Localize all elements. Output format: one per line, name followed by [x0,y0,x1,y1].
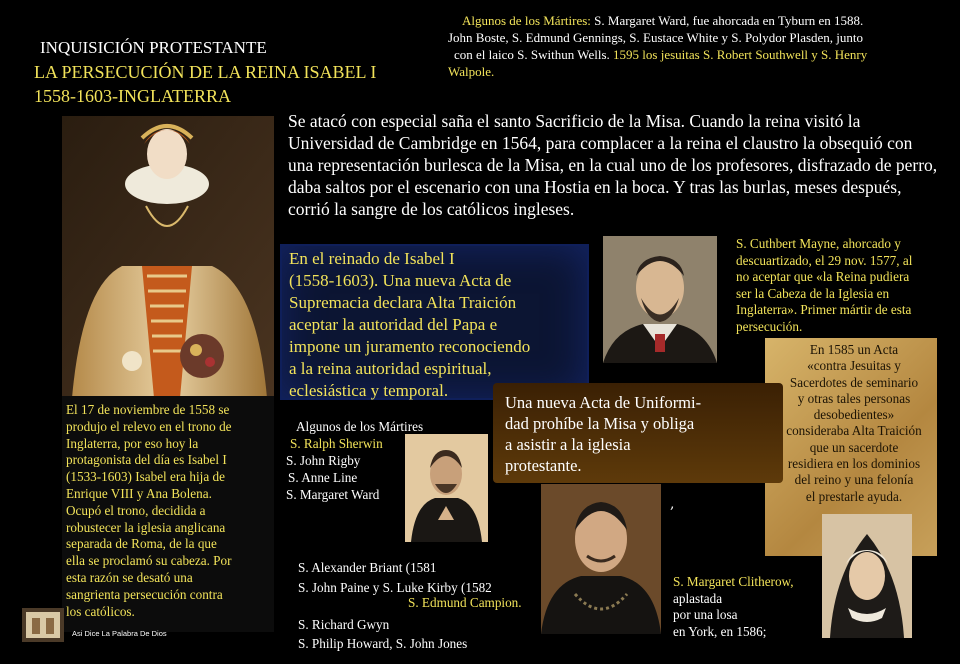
bio-line: robustecer la iglesia anglicana [66,519,226,535]
act-line: el prestarle ayuda. [805,488,903,504]
uniformity-line: Una nueva Acta de Uniformi- [505,393,702,412]
mayne-line: descuartizado, el 29 nov. 1577, al [736,252,913,268]
martyr-name: S. Margaret Ward [286,487,380,502]
mid-martyrs-label: Algunos de los Mártires [296,419,424,434]
stray-comma: , [670,496,675,512]
reign-line: eclesiástica y temporal. [289,381,449,400]
margaret-clitherow-caption [673,574,823,640]
act-line: «contra Jesuitas y [807,358,901,374]
page-subtitle [34,60,376,108]
act-line: del reino y una felonía [794,472,914,488]
mid-martyrs-list [286,418,424,503]
elizabeth-biography [66,402,272,620]
subtitle-line-2: 1558-1603-INGLATERRA [34,86,231,106]
top-martyrs-paragraph [440,12,945,80]
reign-line: aceptar la autoridad del Papa e [289,315,498,334]
act-line: desobedientes» [813,407,895,423]
page-title: INQUISICIÓN PROTESTANTE [40,38,267,57]
margaret-clitherow-portrait [822,514,912,638]
top-martyrs-line3b: 1595 los jesuitas S. Robert Southwell y S. Henry [613,47,868,62]
bio-line: separada de Roma, de la que [66,536,217,552]
subtitle-line-1: LA PERSECUCIÓN DE LA REINA ISABEL I [34,62,377,82]
mayne-line: S. Cuthbert Mayne, ahorcado y [736,236,901,251]
bio-line: ella se proclamó su cabeza. Por [66,553,232,569]
act-line: residiera en los dominios [787,456,921,472]
cuthbert-mayne-caption [736,236,951,335]
clitherow-line: aplastada [673,590,723,606]
reign-line: (1558-1603). Una nueva Acta de [289,271,512,290]
bio-line: los católicos. [66,603,135,619]
clitherow-line: en York, en 1586; [673,623,767,639]
martyr-name: S. John Paine y S. Luke Kirby (1582 [298,579,492,595]
martyr-name: S. Ralph Sherwin [290,436,383,451]
bio-line: sangrienta persecución contra [66,586,223,602]
edmund-campion-portrait [541,484,661,634]
top-martyrs-label: Algunos de los Mártires: [462,13,595,28]
act-line: que un sacerdote [809,439,899,455]
bio-line: produjo el relevo en el trono de [66,418,232,434]
mayne-line: no aceptar que «la Reina pudiera [736,269,910,284]
bio-line: Ocupó el trono, decidida a [66,502,206,518]
uniformity-paragraph [505,392,775,476]
top-martyrs-line4: Walpole. [448,64,495,79]
martyr-name: S. Edmund Campion. [408,595,522,611]
bio-line: El 17 de noviembre de 1558 se [66,402,230,417]
ralph-sherwin-portrait [405,434,488,542]
top-martyrs-line1: S. Margaret Ward, fue ahorcada en Tyburn en 1588. [594,13,864,28]
intro-paragraph: Se atacó con especial saña el santo Sacrificio de la Misa. Cuando la reina visitó la Universidad de Cambridge en 1564, para complacer a la reina el claustro la obsequió con una representación burlesca de la Misa, en la cual uno de los profesores, disfrazado de perro, daba saltos por el escenario con una Hostia en la boca. Y tras las burlas, meses después, corrió la sangre de los católicos ingleses. [288,111,938,219]
martyr-name: S. Richard Gwyn [298,616,390,632]
act-line: consideraba Alta Traición [786,423,922,439]
bio-line: protagonista del día es Isabel I [66,452,227,468]
bio-line: esta razón se desató una [66,569,193,585]
uniformity-line: a asistir a la iglesia [505,435,631,454]
bio-line: (1533-1603) Isabel era hija de [66,469,225,485]
logo-icon [22,608,64,642]
act-line: y otras tales personas [797,390,911,406]
act-line: Sacerdotes de seminario [789,374,919,390]
queen-elizabeth-portrait [62,116,274,398]
reign-line: Supremacia declara Alta Traición [289,293,517,312]
mayne-line: ser la Cabeza de la Iglesia en [736,285,890,301]
act-line: En 1585 un Acta [809,342,899,357]
reign-line: En el reinado de Isabel I [289,249,455,268]
act-1585-paragraph [772,342,936,505]
top-martyrs-line3: con el laico S. Swithun Wells. [454,47,614,62]
bio-line: Enrique VIII y Ana Bolena. [66,485,212,501]
logo-label: Asi Dice La Palabra De Dios [72,629,167,638]
martyr-name: S. John Rigby [286,453,361,468]
reign-line: impone un juramento reconociendo [289,337,531,356]
mayne-line: persecución. [736,318,803,334]
mayne-line: Inglaterra». Primer mártir de esta [736,302,912,317]
cuthbert-mayne-portrait [603,236,717,363]
clitherow-line: por una losa [673,607,738,622]
reign-paragraph [289,248,589,402]
martyr-name: S. Anne Line [288,470,358,485]
bottom-martyrs-list [298,558,522,654]
uniformity-line: protestante. [505,456,582,475]
clitherow-line: S. Margaret Clitherow, [673,574,794,589]
martyr-name: S. Alexander Briant (1581 [298,560,437,575]
top-martyrs-line2: John Boste, S. Edmund Gennings, S. Eustace White y S. Polydor Plasden, junto [448,30,864,45]
bio-line: Inglaterra, por eso hoy la [66,435,199,451]
uniformity-line: dad prohíbe la Misa y obliga [505,414,695,433]
martyr-name: S. Philip Howard, S. John Jones [298,636,468,652]
reign-line: a la reina autoridad espiritual, [289,359,492,378]
